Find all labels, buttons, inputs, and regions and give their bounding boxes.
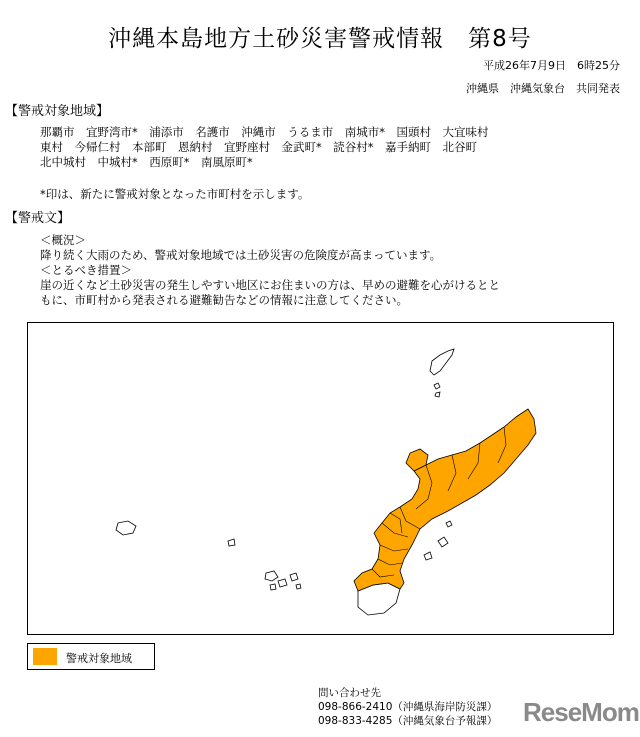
legend-label: 警戒対象地域: [66, 652, 132, 665]
target-area-line: 東村 今帰仁村 本部町 恩納村 宜野座村 金武町* 読谷村* 嘉手納町 北谷町: [40, 140, 477, 154]
island-north-small: [434, 383, 440, 389]
map-legend: [27, 643, 155, 670]
warning-line: 崖の近くなど土砂災害の発生しやすい地区にお住まいの方は、早めの避難を心がけるとと: [40, 278, 500, 292]
target-area-heading: 【警戒対象地域】: [5, 104, 110, 119]
page-title: 沖縄本島地方土砂災害警戒情報 第8号: [108, 26, 532, 52]
warning-line: ＜概況＞: [40, 233, 86, 247]
legend-swatch: [33, 648, 57, 665]
contact-heading: 問い合わせ先: [318, 687, 381, 699]
target-area-main-island: [354, 409, 536, 591]
target-area-line: 北中城村 中城村* 西原町* 南風原町*: [40, 155, 253, 169]
island-cluster: [296, 584, 301, 589]
island-east-small: [424, 552, 432, 560]
warning-line: 降り続く大雨のため、警戒対象地域では土砂災害の危険度が高まっています。: [40, 248, 442, 262]
island-north: [430, 349, 454, 375]
okinawa-map-svg: [28, 323, 613, 634]
warning-heading: 【警戒文】: [5, 211, 71, 226]
island-north-small: [435, 392, 440, 397]
island-cluster: [290, 573, 298, 581]
contact-line: 098-833-4285（沖縄気象台予報課）: [318, 715, 498, 727]
contact-line: 098-866-2410（沖縄県海岸防災課）: [318, 701, 498, 713]
warning-line: ＜とるべき措置＞: [40, 263, 132, 277]
issued-datetime: 平成26年7月9日 6時25分: [483, 59, 620, 72]
island-west: [116, 521, 136, 535]
resemom-logo: ReseMom: [523, 697, 639, 727]
island-east-small: [446, 521, 452, 527]
target-area-line: 那覇市 宜野湾市* 浦添市 名護市 沖縄市 うるま市 南城市* 国頭村 大宜味村: [40, 125, 489, 139]
target-area-note: *印は、新たに警戒対象となった市町村を示します。: [40, 187, 310, 201]
warning-line: もに、市町村から発表される避難勧告などの情報に注意してください。: [40, 293, 408, 307]
island-east-small: [438, 537, 448, 547]
warning-area-map: [27, 322, 614, 635]
island-cluster: [270, 584, 276, 590]
island-cluster: [265, 571, 278, 581]
island-west-small: [228, 539, 235, 546]
issuer: 沖縄県 沖縄気象台 共同発表: [466, 82, 620, 95]
island-cluster: [278, 579, 287, 587]
